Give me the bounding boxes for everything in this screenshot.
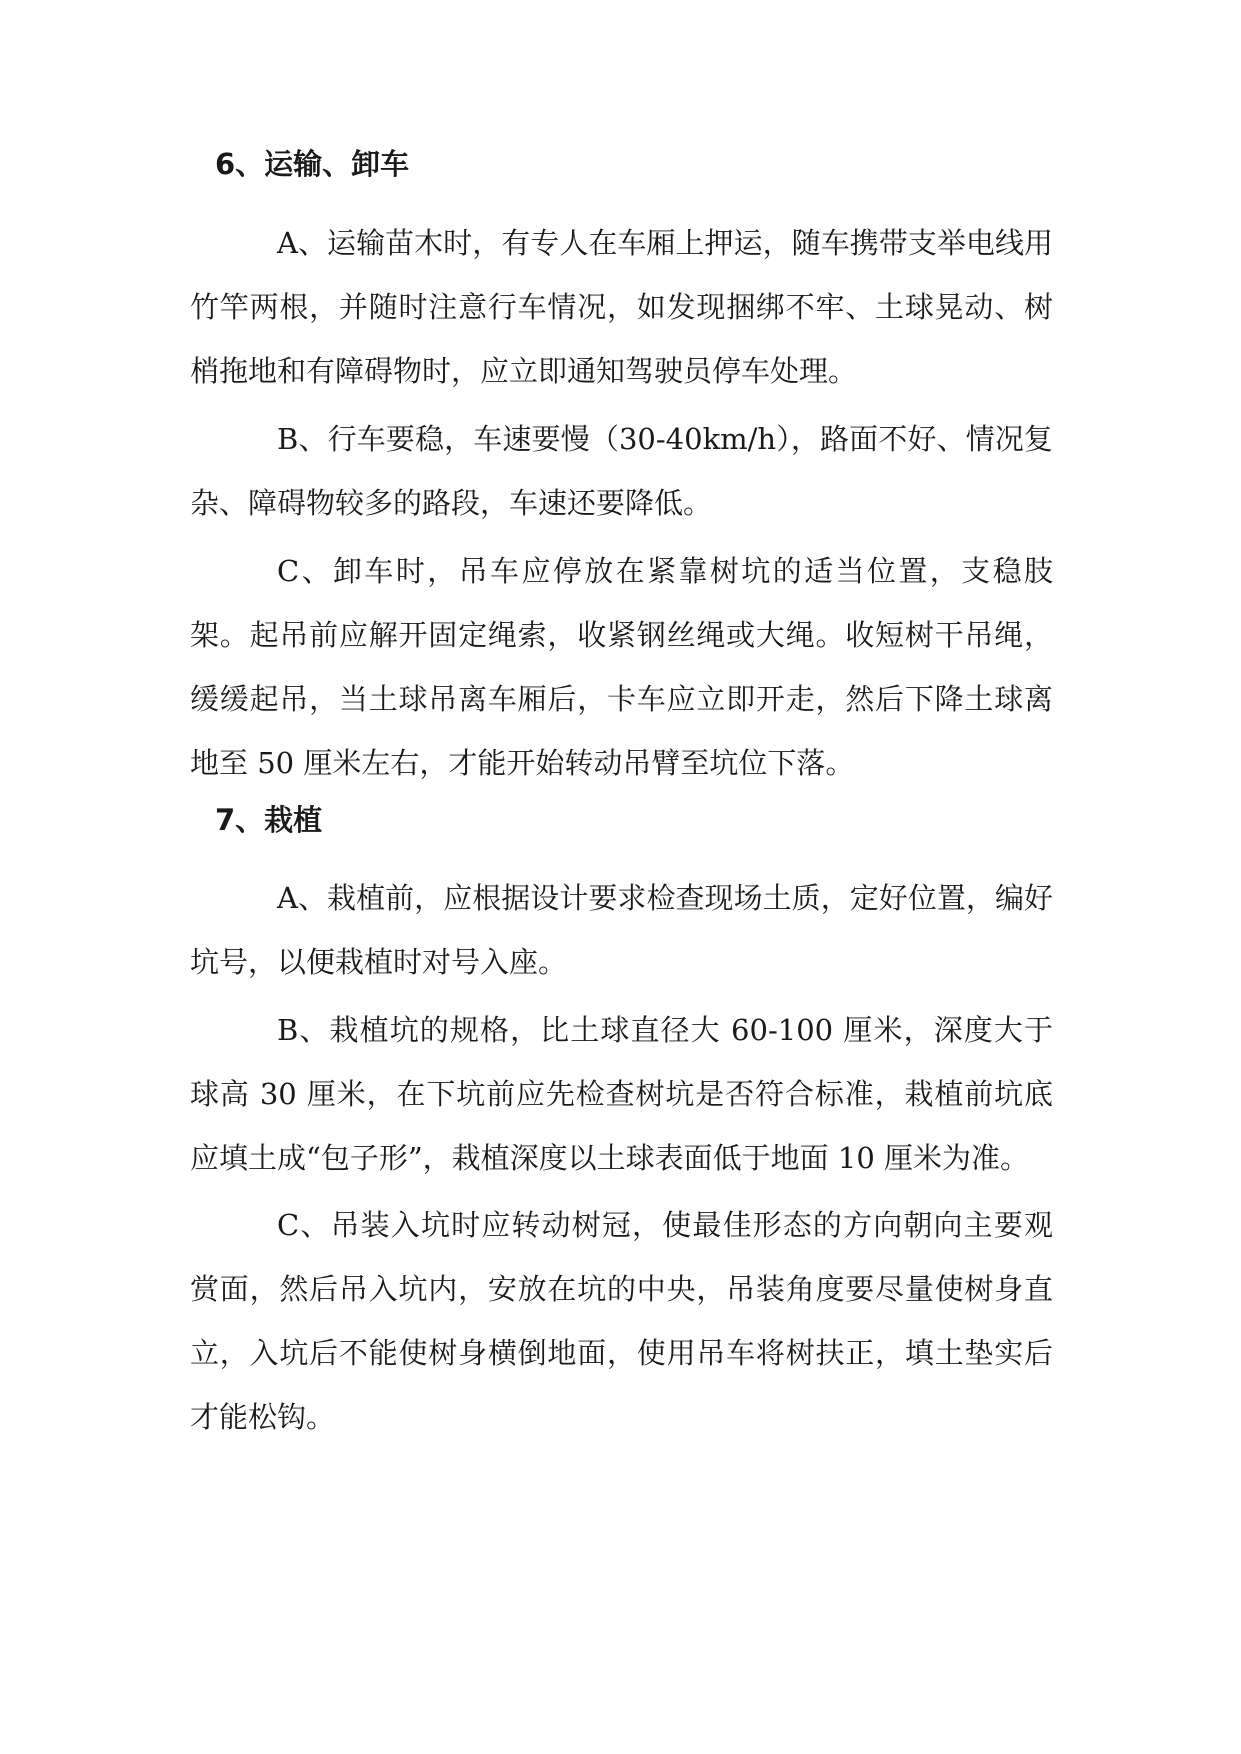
- section-heading-planting: 7、栽植: [215, 803, 323, 837]
- paragraph-planting-a: A、栽植前，应根据设计要求检查现场土质，定好位置，编好坑号，以便栽植时对号入座。: [190, 881, 1053, 979]
- paragraph-planting-b: B、栽植坑的规格，比土球直径大 60-100 厘米，深度大于球高 30 厘米，在下坑前应先检查树坑是否符合标准，栽植前坑底应填土成“包子形”，栽植深度以土球表面低于地面 10 厘米为准。: [190, 1013, 1053, 1175]
- paragraph-transport-c: C、卸车时，吊车应停放在紧靠树坑的适当位置，支稳肢架。起吊前应解开固定绳索，收紧钢丝绳或大绳。收短树干吊绳，缓缓起吊，当土球吊离车厢后，卡车应立即开走，然后下降土球离地至 50 厘米左右，才能开始转动吊臂至坑位下落。: [190, 554, 1053, 780]
- paragraph-planting-c: C、吊装入坑时应转动树冠，使最佳形态的方向朝向主要观赏面，然后吊入坑内，安放在坑的中央，吊装角度要尽量使树身直立，入坑后不能使树身横倒地面，使用吊车将树扶正，填土垫实后才能松钩。: [190, 1208, 1053, 1434]
- paragraph-transport-a: A、运输苗木时，有专人在车厢上押运，随车携带支举电线用竹竿两根，并随时注意行车情况，如发现捆绑不牢、土球晃动、树梢拖地和有障碍物时，应立即通知驾驶员停车处理。: [190, 226, 1053, 388]
- section-heading-transport: 6、运输、卸车: [215, 147, 410, 181]
- paragraph-transport-b: B、行车要稳，车速要慢（30-40km/h），路面不好、情况复杂、障碍物较多的路段，车速还要降低。: [190, 422, 1053, 520]
